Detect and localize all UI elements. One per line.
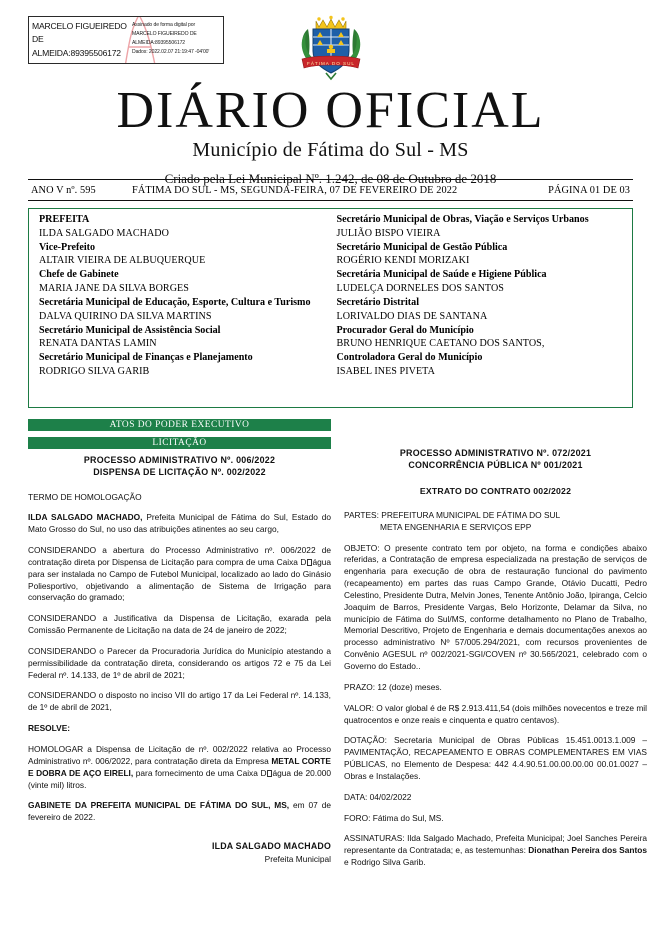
partes-line-2: META ENGENHARIA E SERVIÇOS EPP <box>380 521 532 532</box>
considerando-1-part-b: água para ser instalada no Campo de Futebol Municipal, localizado ao lado do Ginásio Poliesportivo, objetivando a alimentação de Sistema de Irrigação para conservação do gramado; <box>28 556 331 603</box>
intro-rest: Prefeita Municipal de Fátima do Sul, Estado do Mato Grosso do Sul, no uso das atribuições atinentes ao seu cargo, <box>28 512 331 535</box>
official-name: MARIA JANE DA SILVA BORGES <box>39 283 189 295</box>
considerando-paragraph-2: CONSIDERANDO a Justificativa da Dispensa de Licitação, exarada pela Comissão Permanente de Licitação na data de 24 de janeiro de 2022; <box>28 613 331 636</box>
objeto-paragraph: OBJETO: O presente contrato tem por objeto, na forma e condições abaixo referidas, a Contratação de empresa especializada na prestação de serviços de engenharia para execução de obra de restauração funcional do pavimento (recapeamento) em partes das ruas Campo Grande, Otávio Ducatti, Pedro Celestino, Presidente Dutra, Melvin Jones, Tenente Antônio João, Ipiranga, Celcio Joaquim de Barros, Presidente Vargas, Belo Horizonte, Delamar da Silva, no município de Fátima do Sul/MS, conforme detalhamento no Plano de Trabalho, Memorial Descritivo, Projeto de Engenharia e demais documentações anexos ao processo administrativo Nº 57/005.294/2021, com recursos provenientes de Convênio AGESUL nº 002/2021-SGI/COVEN nº 30.565/2021, celebrado com o Governo do Estado.. <box>344 542 647 671</box>
official-role: Secretária Municipal de Saúde e Higiene Pública <box>336 269 547 281</box>
signature-details <box>130 17 223 63</box>
intro-mayor-name: ILDA SALGADO MACHADO, <box>28 512 143 523</box>
masthead-law-line: Criado pela Lei Municipal Nº. 1.242, de 08 de Outubro de 2018 <box>164 171 497 187</box>
left-heading-line-2: DISPENSA DE LICITAÇÃO Nº. 002/2022 <box>93 466 266 477</box>
masthead <box>0 84 661 187</box>
content-column-left <box>28 455 331 866</box>
right-heading-line-1: PROCESSO ADMINISTRATIVO Nº. 072/2021 <box>399 448 592 458</box>
officials-column-right <box>331 213 633 407</box>
witness-name: Dionathan Pereira dos Santos <box>528 845 647 856</box>
official-role: Procurador Geral do Município <box>336 324 474 336</box>
official-role: Chefe de Gabinete <box>39 269 119 281</box>
prazo-line: PRAZO: 12 (doze) meses. <box>344 681 442 692</box>
termo-homologacao-label: TERMO DE HOMOLOGAÇÃO <box>28 491 142 502</box>
official-name: ISABEL INES PIVETA <box>336 366 435 378</box>
issue-page-number: PÁGINA 01 DE 03 <box>548 184 630 196</box>
content-column-right <box>344 448 647 878</box>
official-role: Controladora Geral do Município <box>336 352 483 364</box>
partes-line-1: PARTES: PREFEITURA MUNICIPAL DE FÁTIMA DO SUL <box>344 509 561 520</box>
considerando-1-part-a: CONSIDERANDO a abertura do Processo Administrativo nº. 006/2022 de contratação direta por Dispensa de Licitação para compra de uma Caixa D <box>28 545 331 567</box>
resolve-label: RESOLVE: <box>28 723 71 734</box>
official-role: Secretário Municipal de Finanças e Planejamento <box>39 352 253 364</box>
right-heading-line-2: CONCORRÊNCIA PÚBLICA Nº 001/2021 <box>408 459 583 470</box>
considerando-paragraph-3: CONSIDERANDO o Parecer da Procuradoria Jurídica do Município atestando a permissibilidade da contratação direta, considerando os artigos 72 e 75 da Lei Federal nº. 14.133, de 1º de abril de 2021; <box>28 645 331 680</box>
left-signature-block <box>28 840 331 866</box>
issue-year-number: ANO V nº. 595 <box>31 184 96 196</box>
digital-signature-stamp <box>28 16 224 64</box>
left-heading-block <box>28 455 331 479</box>
assinaturas-part-a: ASSINATURAS: Ilda Salgado Machado, Prefeita Municipal; Joel Sanches Pereira representante da Contratada; e, as testemunhas: <box>344 833 647 856</box>
official-role: Vice-Prefeito <box>39 241 96 253</box>
official-name: LORIVALDO DIAS DE SANTANA <box>336 310 488 322</box>
official-role: Secretário Municipal de Gestão Pública <box>336 241 508 253</box>
left-heading-line-1: PROCESSO ADMINISTRATIVO Nº. 006/2022 <box>83 455 276 465</box>
resolve-part-a: HOMOLOGAR a Dispensa de Licitação de nº. 002/2022 relativa ao Processo Administrativo nº. 006/2022, para contratação direta da Empresa <box>28 744 331 766</box>
resolve-part-b: para fornecimento de uma Caixa D <box>133 767 267 778</box>
official-name: RODRIGO SILVA GARIB <box>39 366 150 378</box>
signature-detail-line-3: ALMEIDA:89395506172 <box>132 40 186 47</box>
official-name: JULIÃO BISPO VIEIRA <box>336 227 441 239</box>
official-role: PREFEITA <box>39 214 90 225</box>
foro-line: FORO: Fátima do Sul, MS. <box>344 812 444 823</box>
intro-paragraph <box>28 512 331 536</box>
officials-box <box>28 208 633 408</box>
resolve-paragraph <box>28 744 331 791</box>
official-name: DALVA QUIRINO DA SILVA MARTINS <box>39 310 212 322</box>
masthead-subtitle: Município de Fátima do Sul - MS <box>192 139 469 162</box>
right-heading-block <box>344 448 647 472</box>
extrato-contrato-heading: EXTRATO DO CONTRATO 002/2022 <box>419 485 572 496</box>
dotacao-paragraph: DOTAÇÃO: Secretaria Municipal de Obras Públicas 15.451.0013.1.009 – PAVIMENTAÇÃO, RECAPEAMENTO E OBRAS COMPLEMENTARES EM VIAS PÚBLICAS, no Elemento de Despesa: 442 4.4.90.51.00.00.00.00 00.01.0027 – Obras e Instalações. <box>344 735 647 781</box>
official-role: Secretário Municipal de Obras, Viação e Serviços Urbanos <box>336 214 589 225</box>
resolve-part-c: água de 20.000 (vinte mil) litros. <box>28 767 332 790</box>
municipal-coat-of-arms-icon <box>296 11 366 83</box>
page-title: DIÁRIO OFICIAL <box>116 82 545 139</box>
signature-detail-line-4: Dados: 2022.02.07 21:19:47 -04'00' <box>132 49 210 56</box>
valor-paragraph: VALOR: O valor global é de R$ 2.913.411,54 (dois milhões novecentos e treze mil quatrocentos e onze reais e cinquenta e quatro centavos). <box>344 702 648 725</box>
issue-place-date: FÁTIMA DO SUL - MS, SEGUNDA-FEIRA, 07 DE FEVEREIRO DE 2022 <box>132 184 458 196</box>
section-bar-atos-poder-executivo: ATOS DO PODER EXECUTIVO <box>28 419 331 431</box>
gabinete-paragraph <box>28 800 331 824</box>
official-name: BRUNO HENRIQUE CAETANO DOS SANTOS, <box>336 338 545 350</box>
official-role: Secretária Municipal de Educação, Esporte, Cultura e Turismo <box>39 296 311 308</box>
issue-info-bar <box>28 179 633 201</box>
contracted-company-name: METAL CORTE E DOBRA DE AÇO EIRELI, <box>28 755 331 778</box>
crest-banner-text: FÁTIMA DO SUL <box>307 61 355 67</box>
gabinete-date: em 07 de fevereiro de 2022. <box>28 800 331 823</box>
official-role: Secretário Municipal de Assistência Social <box>39 324 221 336</box>
considerando-paragraph-1 <box>28 545 331 604</box>
gabinete-bold-text: GABINETE DA PREFEITA MUNICIPAL DE FÁTIMA DO SUL, MS, <box>28 800 290 811</box>
left-signer-title: Prefeita Municipal <box>264 854 331 865</box>
official-name: LUDELÇA DORNELES DOS SANTOS <box>336 283 504 295</box>
officials-column-left <box>29 213 331 407</box>
assinaturas-paragraph <box>344 833 647 869</box>
signature-detail-line-2: MARCELO FIGUEIREDO DE <box>132 31 197 38</box>
official-name: ILDA SALGADO MACHADO <box>39 227 169 239</box>
official-role: Secretário Distrital <box>336 296 419 308</box>
data-line: DATA: 04/02/2022 <box>344 791 412 802</box>
signature-signer-name: MARCELO FIGUEIREDO DE ALMEIDA:89395506172 <box>32 21 127 58</box>
left-signer-name: ILDA SALGADO MACHADO <box>211 841 331 852</box>
assinaturas-part-b: e Rodrigo Silva Garib. <box>344 857 426 868</box>
official-name: RENATA DANTAS LAMIN <box>39 338 157 350</box>
considerando-paragraph-4: CONSIDERANDO o disposto no inciso VII do artigo 17 da Lei Federal nº. 14.133, de 1º de abril de 2021, <box>28 690 331 713</box>
section-bar-licitacao: LICITAÇÃO <box>28 437 331 449</box>
official-name: ROGÉRIO KENDI MORIZAKI <box>336 255 470 267</box>
signature-detail-line-1: Assinado de forma digital por <box>132 22 196 28</box>
official-name: ALTAIR VIEIRA DE ALBUQUERQUE <box>39 255 206 267</box>
